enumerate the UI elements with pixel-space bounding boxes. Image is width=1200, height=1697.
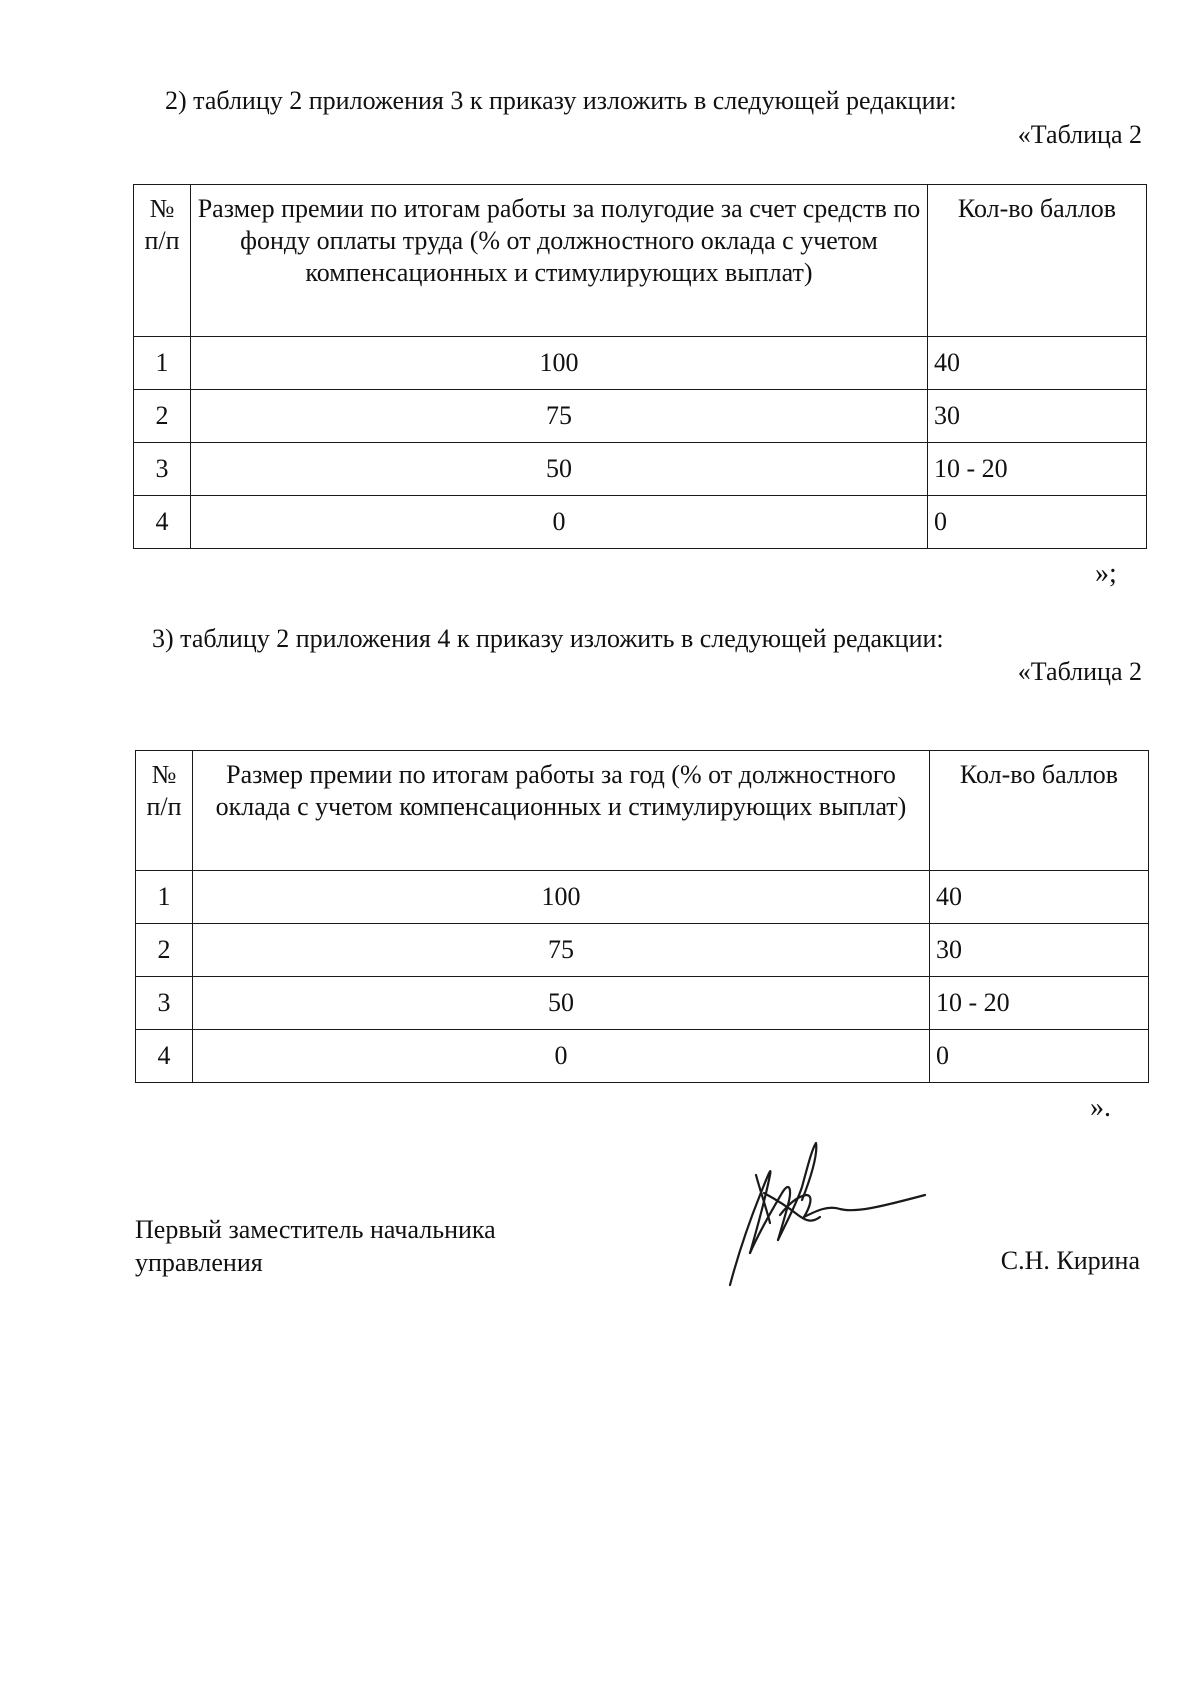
header-num: № п/п <box>134 185 191 337</box>
section2-table <box>133 184 1147 549</box>
cell-num: 2 <box>134 390 191 443</box>
cell-percent: 0 <box>193 1030 930 1083</box>
cell-num: 1 <box>134 337 191 390</box>
header-points: Кол-во баллов <box>930 751 1149 871</box>
signatory-title <box>135 1213 496 1279</box>
cell-num: 1 <box>136 871 193 924</box>
section2-intro: 2) таблицу 2 приложения 3 к приказу изложить в следующей редакции: <box>165 86 957 115</box>
section2-closing-quote: »; <box>1095 558 1117 589</box>
section2-table-caption: «Таблица 2 <box>1017 120 1142 149</box>
cell-percent: 0 <box>191 496 928 549</box>
section3-intro: 3) таблицу 2 приложения 4 к приказу изложить в следующей редакции: <box>152 624 944 653</box>
cell-points: 10 - 20 <box>930 977 1149 1030</box>
signatory-name: С.Н. Кирина <box>1000 1246 1140 1275</box>
table-row <box>136 1030 1149 1083</box>
handwritten-signature <box>720 1135 930 1295</box>
cell-num: 4 <box>136 1030 193 1083</box>
cell-percent: 75 <box>193 924 930 977</box>
table-row <box>134 390 1147 443</box>
table-row <box>136 924 1149 977</box>
cell-points: 10 - 20 <box>928 443 1147 496</box>
cell-percent: 50 <box>193 977 930 1030</box>
cell-points: 40 <box>930 871 1149 924</box>
cell-num: 4 <box>134 496 191 549</box>
header-num: № п/п <box>136 751 193 871</box>
cell-num: 3 <box>134 443 191 496</box>
table-row <box>134 443 1147 496</box>
section3-closing-quote: ». <box>1090 1092 1111 1123</box>
table-header-row <box>136 751 1149 871</box>
header-description: Размер премии по итогам работы за год (% от должностного оклада с учетом компенсационных и стимулирующих выплат) <box>193 751 930 871</box>
table-row <box>134 337 1147 390</box>
signatory-title-line1: Первый заместитель начальника <box>135 1215 496 1244</box>
section3-table <box>135 750 1149 1083</box>
cell-points: 0 <box>928 496 1147 549</box>
cell-percent: 100 <box>193 871 930 924</box>
table-row <box>134 496 1147 549</box>
cell-points: 0 <box>930 1030 1149 1083</box>
cell-points: 30 <box>928 390 1147 443</box>
header-description: Размер премии по итогам работы за полугодие за счет средств по фонду оплаты труда (% от должностного оклада с учетом компенсационных и стимулирующих выплат) <box>191 185 928 337</box>
cell-num: 3 <box>136 977 193 1030</box>
signatory-title-line2: управления <box>135 1248 263 1277</box>
cell-points: 40 <box>928 337 1147 390</box>
cell-num: 2 <box>136 924 193 977</box>
cell-points: 30 <box>930 924 1149 977</box>
cell-percent: 100 <box>191 337 928 390</box>
table-header-row <box>134 185 1147 337</box>
table-row <box>136 871 1149 924</box>
header-points: Кол-во баллов <box>928 185 1147 337</box>
table-row <box>136 977 1149 1030</box>
section3-table-caption: «Таблица 2 <box>1017 657 1142 686</box>
cell-percent: 75 <box>191 390 928 443</box>
cell-percent: 50 <box>191 443 928 496</box>
